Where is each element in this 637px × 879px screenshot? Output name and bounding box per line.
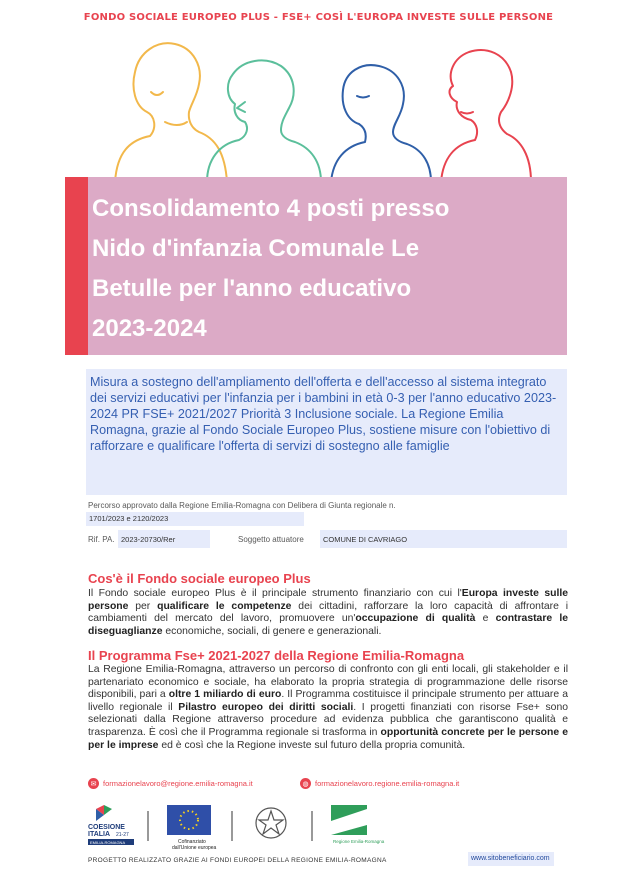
website-text: formazionelavoro.regione.emilia-romagna.it: [315, 779, 460, 788]
soggetto-attuatore-value: COMUNE DI CAVRIAGO: [320, 530, 567, 548]
email-text: formazionelavoro@regione.emilia-romagna.it: [103, 779, 253, 788]
title-line-1: Consolidamento 4 posti presso: [92, 195, 450, 222]
soggetto-attuatore-label: Soggetto attuatore: [238, 535, 304, 544]
approval-value: 1701/2023 e 2120/2023: [86, 512, 304, 526]
intro-box: [86, 369, 567, 495]
title-line-3: Betulle per l'anno educativo: [92, 275, 412, 302]
eu-label-2: dall'Unione europea: [172, 845, 217, 851]
website-link[interactable]: [300, 778, 459, 789]
italian-republic-emblem: [256, 808, 286, 838]
section-programma-title: Il Programma Fse+ 2021-2027 della Regione Emilia-Romagna: [88, 648, 465, 663]
eu-label-1: Cofinanziato: [178, 839, 206, 845]
section-fse-body: Il Fondo sociale europeo Plus è il principale strumento finanziario con cui l'Europa investe sulle persone per qualificare le competenze dei cittadini, rafforzare la loro capacità di affrontare i cambiamenti del mercato del lavoro, promuovere un'occupazione di qualità e contrastare le diseguaglianze economiche, sociali, di genere e generazionali.: [88, 588, 569, 637]
logo-strip: [0, 803, 637, 853]
top-banner: [0, 12, 637, 23]
approval-label: Percorso approvato dalla Regione Emilia-Romagna con Delibera di Giunta regionale n.: [88, 501, 396, 510]
title-line-2: Nido d'infanzia Comunale Le: [92, 235, 420, 262]
title-panel: [88, 177, 567, 355]
intro-text: Misura a sostegno dell'ampliamento dell'offerta e dell'accesso al sistema integrato dei servizi educativi per l'infanzia per i bambini in età 0-3 per l'anno educativo 2023-2024 PR FSE+ 2021/2027 Priorità 3 Inclusione sociale. La Regione Emilia Romagna, grazie al Fondo Sociale Europeo Plus, sostiene misure con l'obiettivo di rafforzare e qualificare l'offerta di servizi di sostegno alle famiglie: [90, 375, 557, 453]
globe-icon: ◍: [300, 778, 311, 789]
region-caption: Regione Emilia-Romagna: [333, 839, 385, 844]
section-programma-body: La Regione Emilia-Romagna, attraverso un percorso di confronto con gli enti locali, gli stakeholder e il partenariato economico e sociale, ha elaborato la propria strategia di programmazione delle risorse disponibili, pari a oltre 1 miliardo di euro. Il Programma costituisce il principale strumento per attuare a livello regionale il Pilastro europeo dei diritti sociali. I progetti finanziati con risorse Fse+ sono selezionati dalla Regione attraverso procedure ad evidenza pubblica che garantiscono qualità e trasparenza. È così che il Programma regionale si trasforma in opportunità concrete per le persone e per le imprese ed è così che la Regione investe sul futuro della propria comunità.: [88, 664, 568, 751]
people-line-illustration: [95, 32, 545, 182]
banner-part1: FONDO SOCIALE EUROPEO PLUS - FSE+: [83, 12, 316, 23]
footer-text: PROGETTO REALIZZATO GRAZIE AI FONDI EUROPEI DELLA REGIONE EMILIA-ROMAGNA: [88, 857, 387, 864]
eu-flag-logo: [167, 805, 217, 851]
person-3-outline: [331, 65, 431, 182]
regione-emilia-romagna-logo: [331, 805, 385, 844]
coesione-label-4: EMILIA-ROMAGNA: [90, 840, 126, 845]
section-fse-title: Cos'è il Fondo sociale europeo Plus: [88, 571, 311, 586]
email-link[interactable]: [88, 778, 253, 789]
rif-pa-value: 2023-20730/Rer: [118, 530, 210, 548]
coesione-label-1: COESIONE: [88, 824, 125, 831]
banner-part2: COSÌ L'EUROPA INVESTE SULLE PERSONE: [315, 12, 554, 23]
footer-url[interactable]: www.sitobeneficiario.com: [468, 852, 554, 866]
coesione-label-2: ITALIA: [88, 831, 111, 838]
coesione-label-3: 21-27: [116, 832, 129, 838]
rif-pa-label: Rif. PA.: [88, 535, 115, 544]
title-line-4: 2023-2024: [92, 315, 207, 342]
person-4-outline: [441, 50, 531, 182]
email-icon: ✉: [88, 778, 99, 789]
title-block: [65, 177, 567, 355]
coesione-italia-logo: [88, 805, 134, 845]
